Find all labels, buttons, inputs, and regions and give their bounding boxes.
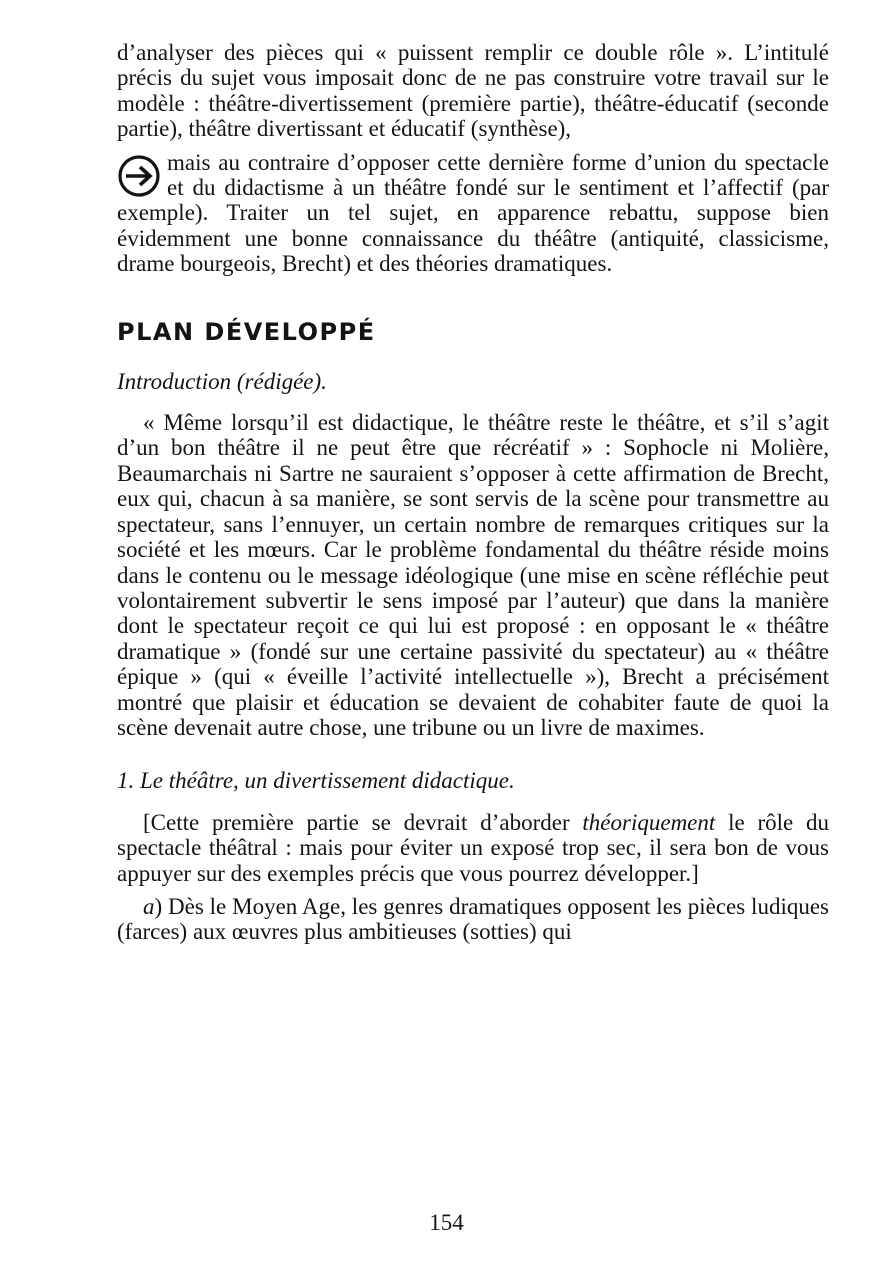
part-one-note-before: [Cette première partie se devrait d’aborder (143, 809, 583, 835)
section-heading: PLAN DÉVELOPPÉ (117, 317, 376, 346)
part-one-title: 1. Le théâtre, un divertissement didactique. (117, 768, 515, 794)
introduction-paragraph: « Même lorsqu’il est didactique, le théâtre reste le théâtre, et s’il s’agit d’un bon théâtre il ne peut être que récréatif » : Sophocle ni Molière, Beaumarchais ni Sartre ne sauraient s’opposer à cette affirmation de Brecht, eux qui, chacun à sa manière, se sont servis de la scène pour transmettre au spectateur, sans l’ennuyer, un certain nombre de remarques critiques sur la société et les mœurs. Car le problème fondamental du théâtre réside moins dans le contenu ou le message idéologique (une mise en scène réfléchie peut volontairement subvertir le sens imposé par l’auteur) que dans la manière dont le spectateur reçoit ce qui lui est proposé : en opposant le « théâtre dramatique » (fondé sur une certaine passivité du spectateur) au « théâtre épique » (qui « éveille l’activité intellectuelle »), Brecht a précisément montré que plaisir et éducation se devaient de cohabiter faute de quoi la scène devenait autre chose, une tribune ou un livre de maximes. (117, 410, 829, 740)
intro-continuation-paragraph: d’analyser des pièces qui « puissent remplir ce double rôle ». L’intitulé précis du sujet vous imposait donc de ne pas construire votre travail sur le modèle : théâtre-divertissement (première partie), théâtre-éducatif (seconde partie), théâtre divertissant et éducatif (synthèse), (117, 40, 829, 142)
point-a-label: a (143, 893, 155, 919)
part-one-point-a (117, 894, 829, 945)
part-one-note-after: le rôle du spectacle théâtral : mais pour éviter un exposé trop sec, il sera bon de vous appuyer sur des exemples précis que vous pourrez développer.] (117, 809, 829, 886)
page-number: 154 (429, 1210, 464, 1235)
margin-note-paragraph: mais au contraire d’opposer cette dernière forme d’union du spectacle et du didactisme à un théâtre fondé sur le sentiment et l’affectif (par exemple). Traiter un tel sujet, en apparence rebattu, suppose bien évidemment une bonne connaissance du théâtre (antiquité, classicisme, drame bourgeois, Brecht) et des théories dramatiques. (117, 149, 829, 277)
part-one-note (117, 810, 829, 886)
part-one-note-emphasis: théoriquement (582, 809, 716, 835)
point-a-text: ) Dès le Moyen Age, les genres dramatiques opposent les pièces ludiques (farces) aux œuvres plus ambitieuses (sotties) qui (117, 893, 829, 945)
page-content (117, 40, 829, 945)
margin-note-block (117, 150, 829, 277)
introduction-title: Introduction (rédigée). (117, 368, 327, 394)
arrow-right-circle-icon (117, 154, 161, 198)
